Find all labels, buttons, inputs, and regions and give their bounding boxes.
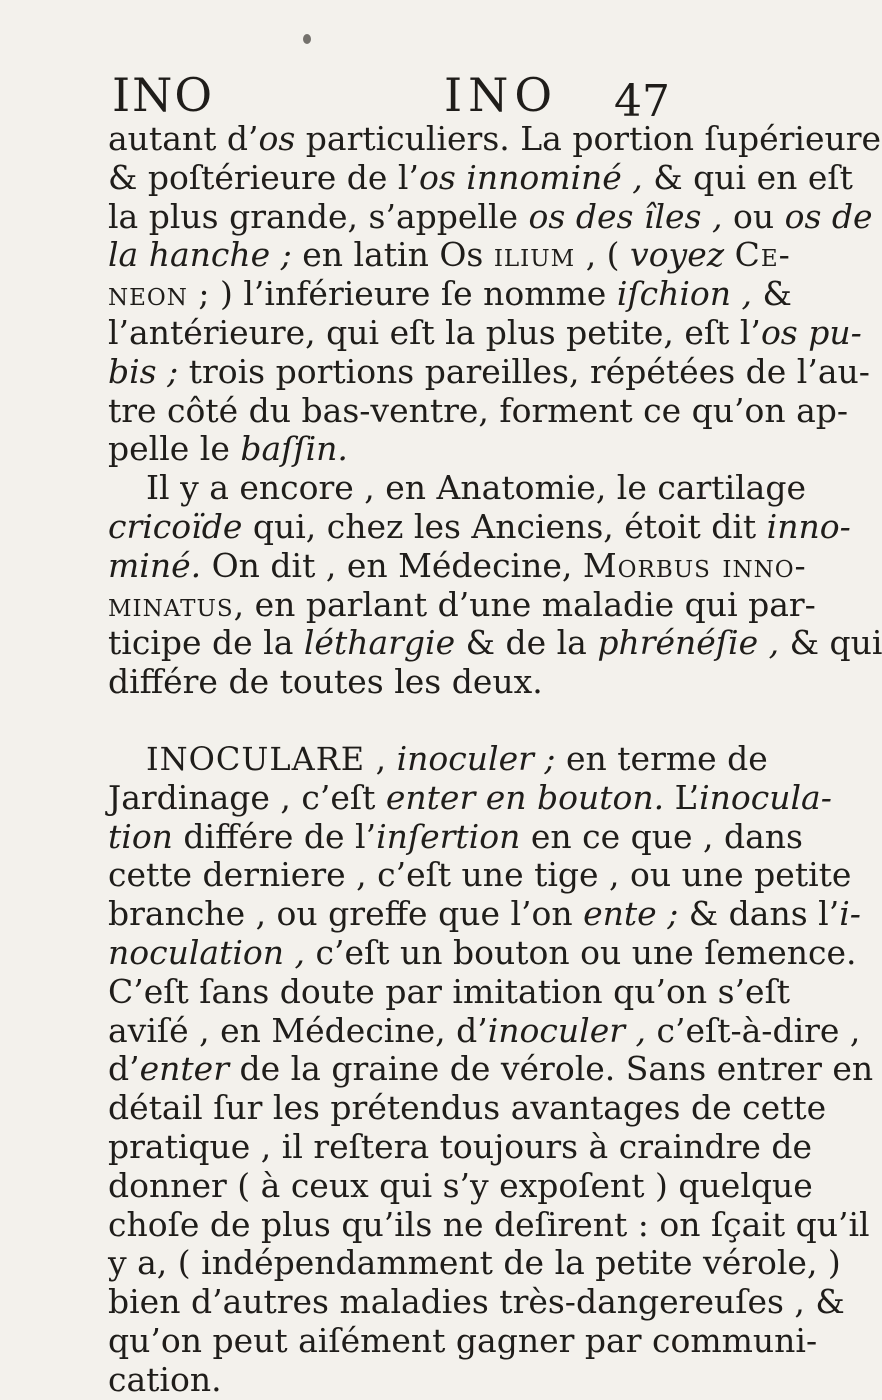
text-line [108,584,816,625]
text-run: cette derniere , c’eſt une tige , ou une petite [108,855,852,895]
text-line [108,506,851,547]
text-line [108,1282,845,1322]
text-line [108,235,791,275]
text-line [108,1243,841,1283]
italic-text: voyez [630,235,725,275]
italic-text: iſchion , [616,274,752,314]
entry-headword: INOCULARE [146,739,366,778]
text-run: y a, ( indépendamment de la petite vérole, ) [108,1243,841,1283]
text-line [108,816,803,857]
text-run: branche , ou greffe que l’on [108,894,584,934]
text-line [108,1010,861,1051]
italic-text: inſertion [376,816,521,856]
italic-text: os pu- [760,312,862,352]
text-line [108,390,849,431]
italic-text: os des îles , [528,196,723,236]
text-run: ou [722,196,785,236]
italic-text: os innominé , [418,157,643,197]
text-run: & de la [455,623,598,663]
text-line [108,971,791,1012]
text-line [108,430,706,469]
italic-text: inno- [766,506,851,546]
text-line [108,894,861,934]
text-run: c’eſt-à-dire , [646,1010,861,1050]
text-line [108,777,832,818]
text-run: pelle le [108,429,241,469]
text-line [108,663,706,702]
italic-text: la hanche ; [108,235,292,275]
text-run: choſe de plus qu’ils ne deſirent : on ſçait qu’il [108,1204,870,1244]
text-run: la plus grande, s’appelle [108,196,529,236]
text-run: Il y a encore , en Anatomie, le cartilage [146,468,806,508]
italic-text: cricoïde [108,506,243,546]
text-run: en ce que , dans [520,816,803,856]
italic-text: inoculer ; [396,738,556,778]
italic-text: bis ; [108,351,179,391]
text-run: qu’on peut aiſément gagner par communi- [108,1320,818,1360]
text-run: d’ [108,1049,140,1089]
italic-text: baſſin. [240,429,348,469]
text-line [108,623,882,663]
header-left-word: INO [112,68,215,122]
italic-text: tion [108,816,173,856]
italic-text: ente ; [583,894,679,934]
page-number: 47 [614,76,670,127]
text-run: On dit , en Médecine, [201,545,583,585]
small-caps-text: Ce- [734,235,791,275]
italic-text: phrénéſie , [597,623,780,663]
small-caps-text: minatus [108,584,234,624]
text-run: ; ) l’inférieure ſe nomme [187,274,617,314]
text-line [108,855,852,895]
small-caps-text: Morbus inno- [582,545,807,585]
italic-text: enter [139,1049,229,1089]
text-run: qui, chez les Anciens, étoit dit [242,506,767,546]
text-run: C’eſt ſans doute par imitation qu’on s’eſt [108,971,791,1011]
text-line [108,1204,870,1245]
text-run: en latin Os [291,235,494,275]
text-run: ticipe de la [108,623,304,663]
text-run: pratique , il reſtera toujours à craindre de [108,1126,813,1166]
text-run: aviſé , en Médecine, d’ [108,1010,488,1050]
text-run: tre côté du bas-ventre, forment ce qu’on ap- [108,390,849,430]
text-line [108,1049,874,1089]
text-run: particuliers. La portion ſupérieure [295,119,882,158]
paragraph-gap [108,702,706,740]
text-run: & qui [779,623,882,663]
small-caps-text: neon [108,274,188,314]
text-run: détail ſur les prétendus avantages de cette [108,1088,827,1128]
text-run: différe de l’ [172,816,377,856]
text-line [108,119,882,159]
text-run: & [752,274,792,314]
text-run: c’eſt un bouton ou une ſemence. [305,932,857,972]
text-line [108,738,768,779]
text-line [108,1165,813,1206]
text-run: en terme de [555,738,768,778]
text-run: donner ( à ceux qui s’y expoſent ) quelque [108,1165,813,1205]
text-run: , ( [575,235,631,275]
text-run: & dans l’ [678,894,840,934]
small-caps-text: ilium [493,235,576,275]
ink-blot [303,34,311,44]
text-run: cation. [108,1359,222,1399]
text-line [108,468,806,508]
text-line [108,545,807,586]
text-line [108,1088,827,1128]
text-line [108,312,862,353]
text-run: autant d’ [108,119,259,158]
italic-text: léthargie [303,623,456,663]
text-line [108,1320,818,1361]
text-run: Jardinage , c’eſt [108,777,386,817]
italic-text: i- [839,894,861,934]
italic-text: inocula- [699,777,832,817]
italic-text: os de [784,196,873,236]
text-run: bien d’autres maladies très-dangereuſes , & [108,1282,845,1322]
text-line [108,1361,706,1400]
text-run: , en parlant d’une maladie qui par- [233,584,816,624]
italic-text: enter en bouton. [385,777,665,817]
text-run: & poſtérieure de l’ [108,157,419,197]
header-right-word: INO [444,68,559,122]
italic-text: os [258,119,296,158]
text-line [108,1126,813,1167]
italic-text: inoculer , [487,1010,646,1050]
text-run: L’ [664,777,700,817]
text-line [108,274,792,314]
text-line [108,932,857,973]
text-run: différe de toutes les deux. [108,662,543,702]
italic-text: miné. [108,545,202,585]
italic-text: noculation , [108,932,306,972]
text-line [108,351,870,392]
text-run: l’antérieure, qui eſt la plus petite, eſt l’ [108,312,761,352]
text-run: , [365,738,397,778]
text-run: trois portions pareilles, répétées de l’au- [178,351,870,391]
text-run: & qui en eſt [642,157,853,197]
text-run: de la graine de vérole. Sans entrer en [228,1049,874,1089]
text-line [108,157,853,198]
text-run [724,235,735,274]
text-line [108,196,873,237]
page-text [108,119,882,1400]
